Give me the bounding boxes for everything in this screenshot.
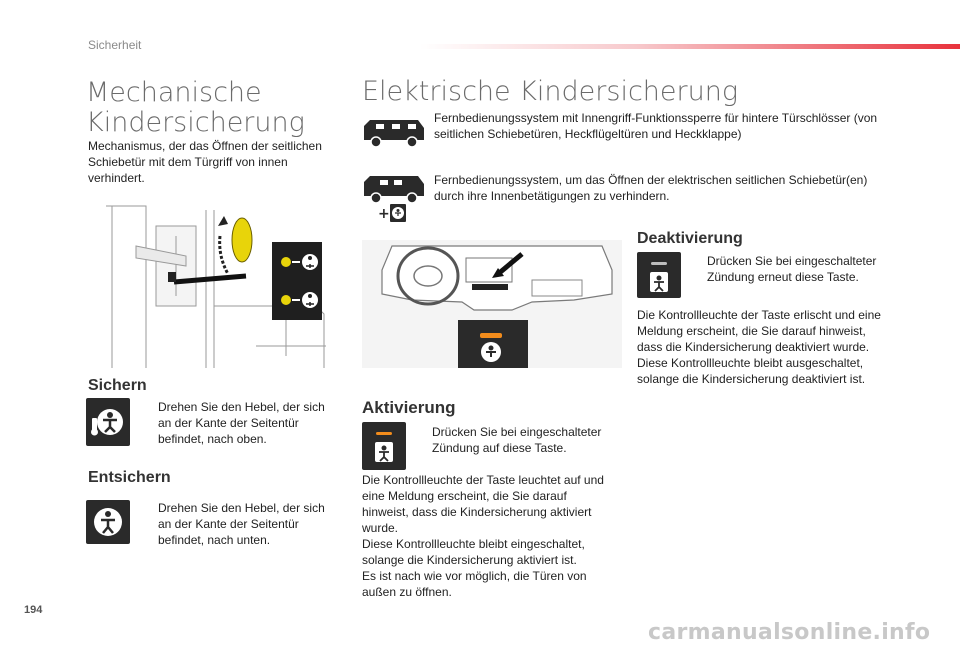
van-rear-doors-icon	[362, 114, 426, 150]
electric-item1-text: Fernbedienungssystem mit Innengriff-Funktionssperre für hintere Türschlösser (von seitlichen Schiebetüren, Heckflügeltüren und Heckklappe)	[434, 111, 878, 141]
watermark: carmanualsonline.info	[648, 620, 931, 645]
unlock-instruction: Drehen Sie den Hebel, der sich an der Kante der Seitentür befindet, nach unten.	[158, 501, 325, 547]
header-accent-bar	[420, 44, 960, 49]
activation-step: Drücken Sie bei eingeschalteter Zündung auf diese Taste.	[432, 425, 602, 455]
mechanical-title-line2: Kindersicherung	[86, 107, 305, 138]
deactivation-body: Die Kontrollleuchte der Taste erlischt und eine Meldung erscheint, die Sie darauf hinweist, dass die Kindersicherung deaktiviert wurde. Diese Kontrollleuchte bleibt ausgeschaltet, solange die Kindersicherung deaktiviert ist.	[637, 308, 881, 386]
mechanical-description: Mechanismus, der das Öffnen der seitlichen Schiebetür mit dem Türgriff von innen verhindert.	[88, 139, 322, 185]
child-lock-button-off-icon[interactable]	[637, 252, 681, 298]
activation-body	[362, 472, 606, 600]
child-lock-button-on-icon[interactable]	[362, 422, 406, 470]
child-lock-lever-up-icon	[86, 398, 130, 446]
lock-heading: Sichern	[88, 377, 147, 394]
lock-instruction: Drehen Sie den Hebel, der sich an der Kante der Seitentür befindet, nach oben.	[158, 400, 325, 446]
child-lock-lever-down-icon	[86, 500, 130, 544]
svg-text:+: +	[378, 206, 390, 222]
van-sliding-door-icon	[362, 172, 426, 222]
activation-heading: Aktivierung	[362, 398, 456, 417]
door-lever-illustration	[86, 196, 330, 368]
electric-title: Elektrische Kindersicherung	[362, 76, 739, 107]
activation-body-para3: Es ist nach wie vor möglich, die Türen von außen zu öffnen.	[362, 569, 587, 599]
dashboard-illustration	[362, 240, 622, 368]
mechanical-title-line1: Mechanische	[86, 77, 262, 108]
mechanical-title	[86, 78, 346, 138]
electric-item2-text: Fernbedienungssystem, um das Öffnen der elektrischen seitlichen Schiebetür(en) durch ihre Innenbetätigungen zu verhindern.	[434, 173, 868, 203]
page-number: 194	[24, 604, 43, 616]
unlock-heading: Entsichern	[88, 469, 171, 486]
deactivation-heading: Deaktivierung	[637, 230, 743, 247]
activation-body-para2: Diese Kontrollleuchte bleibt eingeschaltet, solange die Kindersicherung aktiviert ist.	[362, 537, 585, 567]
activation-body-para1: Die Kontrollleuchte der Taste leuchtet auf und eine Meldung erscheint, die Sie darauf hinweist, dass die Kindersicherung aktiviert wurde.	[362, 473, 604, 535]
section-label: Sicherheit	[88, 38, 142, 52]
deactivation-step: Drücken Sie bei eingeschalteter Zündung erneut diese Taste.	[707, 254, 877, 284]
